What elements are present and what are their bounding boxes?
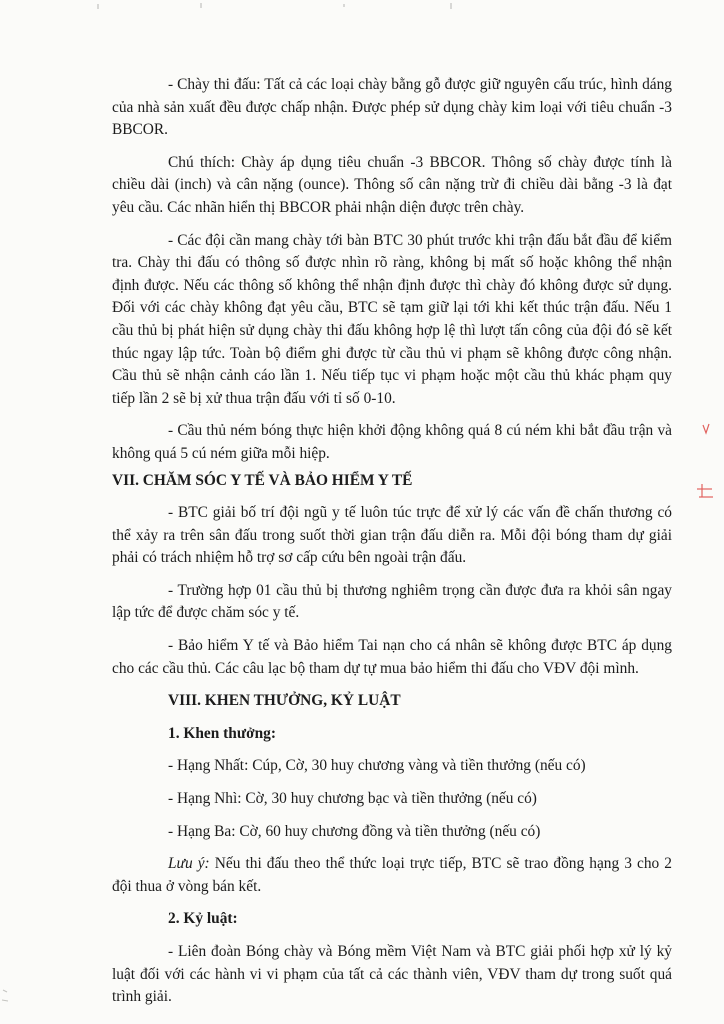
paragraph-medical-team: - BTC giải bố trí đội ngũ y tế luôn túc trực để xử lý các vấn đề chấn thương có thể xảy ra trên sân đấu trong suốt thời gian trận đấu diễn ra. Mỗi đội bóng tham dự giải phải có trách nhiệm hỗ trợ sơ cấp cứu bên ngoài trận đấu. bbox=[112, 504, 672, 567]
heading-section-viii: VIII. KHEN THƯỞNG, KỶ LUẬT bbox=[168, 692, 401, 710]
heading-section-vii: VII. CHĂM SÓC Y TẾ VÀ BẢO HIỂM Y TẾ bbox=[112, 471, 413, 489]
heading-discipline: 2. Kỷ luật: bbox=[168, 910, 238, 928]
reward-first: - Hạng Nhất: Cúp, Cờ, 30 huy chương vàng và tiền thưởng (nếu có) bbox=[168, 757, 586, 775]
paragraph-insurance: - Bảo hiểm Y tế và Bảo hiểm Tai nạn cho cá nhân sẽ không được BTC áp dụng cho các cầu thủ. Các câu lạc bộ tham dự tự mua bảo hiểm thi đấu cho VĐV đội mình. bbox=[112, 637, 672, 677]
paragraph-bat-note: Chú thích: Chày áp dụng tiêu chuẩn -3 BBCOR. Thông số chày được tính là chiều dài (inch) và cân nặng (ounce). Thông số cân nặng trừ đi chiều dài bằng -3 là đạt yêu cầu. Các nhãn hiển thị BBCOR phải nhận diện được trên chày. bbox=[112, 153, 672, 216]
reward-second: - Hạng Nhì: Cờ, 30 huy chương bạc và tiền thưởng (nếu có) bbox=[168, 790, 537, 808]
paragraph-bat-inspection: - Các đội cần mang chày tới bàn BTC 30 phút trước khi trận đấu bắt đầu để kiểm tra. Chày thi đấu có thông số được nhìn rõ ràng, không bị mất số hoặc không thể nhận định được. Nếu các thông số không thể nhận định được thì chày đó không được sử dụng. Đối với các chày không đạt yêu cầu, BTC sẽ tạm giữ lại tới khi kết thúc trận đấu. Nếu 1 cầu thủ bị phát hiện sử dụng chày thi đấu không hợp lệ thì lượt tấn công của đội đó sẽ kết thúc ngay lập tức. Toàn bộ điểm ghi được từ cầu thủ vi phạm sẽ không được công nhận. Cầu thủ sẽ nhận cảnh cáo lần 1. Nếu tiếp tục vi phạm hoặc một cầu thủ khác phạm quy tiếp lần 2 sẽ bị xử thua trận đấu với tỉ số 0-10. bbox=[112, 231, 672, 407]
paragraph-injury: - Trường hợp 01 cầu thủ bị thương nghiêm trọng cần được đưa ra khỏi sân ngay lập tức để được chăm sóc y tế. bbox=[112, 581, 672, 622]
heading-rewards: 1. Khen thưởng: bbox=[168, 724, 276, 742]
reward-third: - Hạng Ba: Cờ, 60 huy chương đồng và tiền thưởng (nếu có) bbox=[168, 822, 541, 840]
paragraph-discipline: - Liên đoàn Bóng chày và Bóng mềm Việt Nam và BTC giải phối hợp xử lý kỷ luật đối với các hành vi vi phạm của tất cả các thành viên, VĐV tham dự trong suốt quá trình giải. bbox=[112, 943, 672, 1006]
note-label: Lưu ý: bbox=[168, 855, 210, 873]
red-margin-marks bbox=[697, 424, 713, 497]
paragraph-bat-rules: - Chày thi đấu: Tất cả các loại chày bằng gỗ được giữ nguyên cấu trúc, hình dáng của nhà sản xuất đều được chấp nhận. Được phép sử dụng chày kim loại với tiêu chuẩn -3 BBCOR. bbox=[112, 76, 672, 139]
left-edge-specks bbox=[2, 990, 8, 1001]
paragraph-pitcher-warmup: - Cầu thủ ném bóng thực hiện khởi động không quá 8 cú ném khi bắt đầu trận và không quá 5 cú ném giữa mỗi hiệp. bbox=[112, 422, 672, 462]
document-body bbox=[112, 74, 672, 1009]
note-text: Nếu thi đấu theo thể thức loại trực tiếp, BTC sẽ trao đồng hạng 3 cho 2 đội thua ở vòng bán kết. bbox=[112, 855, 672, 895]
paragraph-note bbox=[112, 853, 672, 898]
top-edge-specks bbox=[98, 3, 451, 9]
